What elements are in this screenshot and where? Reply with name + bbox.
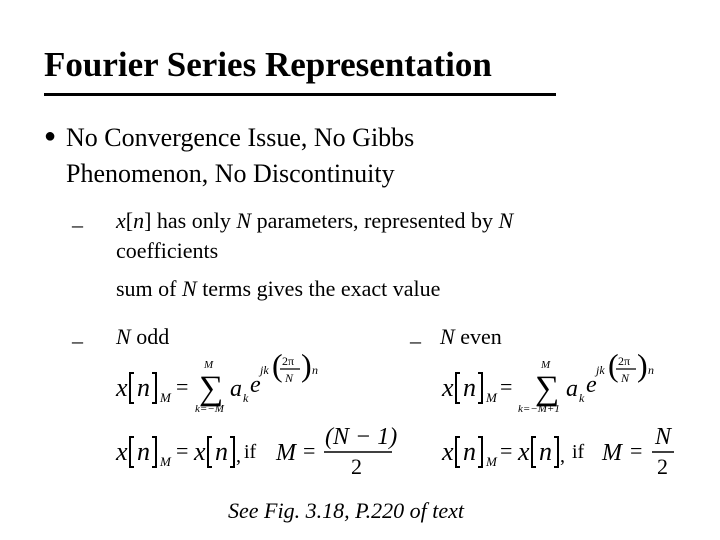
var-a: a <box>566 376 578 402</box>
odd-condition-equation <box>115 424 397 479</box>
exp-paren-close: ) <box>637 347 648 383</box>
var-n: n <box>137 437 150 466</box>
exp-N: N <box>285 371 294 385</box>
text-odd: odd <box>130 324 170 349</box>
text-has-only: has only <box>151 208 237 233</box>
subscript-k: k <box>579 391 585 405</box>
text-parameters: parameters, represented by <box>251 208 499 233</box>
var-N: N <box>182 276 197 301</box>
subscript-k: k <box>243 391 249 405</box>
denominator-2: 2 <box>351 454 362 479</box>
sub-bullet-line-2: coefficients <box>116 238 219 263</box>
exp-two-pi: 2π <box>282 354 295 368</box>
var-e: e <box>250 372 261 398</box>
bullet-line-2: Phenomenon, No Discontinuity <box>66 159 395 188</box>
var-n: n <box>133 208 145 233</box>
var-M: M <box>276 440 296 466</box>
var-a: a <box>230 376 242 402</box>
var-M: M <box>602 440 622 466</box>
even-sum-equation <box>441 347 654 415</box>
exp-N: N <box>621 371 630 385</box>
var-N: N <box>440 324 455 349</box>
var-x: x <box>442 373 454 402</box>
comma: , <box>560 445 565 467</box>
subscript-M: M <box>160 454 171 469</box>
numerator-N: N <box>655 424 672 450</box>
bracket-close <box>152 373 156 403</box>
exp-two-pi: 2π <box>618 354 631 368</box>
exp-jk: jk <box>260 363 269 377</box>
sum-lower-limit: k=−M+1 <box>518 403 560 415</box>
denominator-2: 2 <box>657 454 668 479</box>
bullet-dot-icon: ● <box>44 125 57 147</box>
bracket-close: ] <box>144 208 152 233</box>
text-if: if <box>572 441 585 463</box>
sum-upper-limit: M <box>541 359 551 371</box>
var-x: x <box>116 373 128 402</box>
text-terms: terms gives the exact value <box>196 276 441 301</box>
var-x: x <box>116 208 126 233</box>
bullet-line-1: No Convergence Issue, No Gibbs <box>66 123 415 152</box>
sigma-icon: ∑ <box>199 370 224 407</box>
sum-upper-limit: M <box>204 359 214 371</box>
even-dash: – <box>410 328 421 353</box>
exp-paren-open: ( <box>272 347 283 383</box>
var-x: x <box>194 437 206 466</box>
equals-sign: = <box>500 374 513 399</box>
var-n: n <box>215 437 228 466</box>
exp-paren-open: ( <box>608 347 619 383</box>
exp-n: n <box>648 363 654 377</box>
var-n: n <box>463 437 476 466</box>
slide-title: Fourier Series Representation <box>44 45 492 84</box>
comma: , <box>236 445 241 467</box>
exp-n: n <box>312 363 318 377</box>
var-n: n <box>463 373 476 402</box>
bracket-open <box>130 373 134 403</box>
var-x: x <box>518 437 530 466</box>
figure-reference: See Fig. 3.18, P.220 of text <box>228 498 465 523</box>
equals-sign: = <box>176 438 189 463</box>
exp-paren-close: ) <box>301 347 312 383</box>
odd-sum-equation <box>115 347 318 415</box>
var-n: n <box>539 437 552 466</box>
sub-bullet-dash: – <box>72 212 83 237</box>
numerator-N-minus-1: (N − 1) <box>325 424 398 450</box>
bracket-open: [ <box>125 208 134 233</box>
subscript-M: M <box>486 390 497 405</box>
equals-sign: = <box>176 374 189 399</box>
var-N: N <box>116 324 131 349</box>
subscript-M: M <box>486 454 497 469</box>
var-N: N <box>498 208 514 233</box>
equals-sign: = <box>630 438 643 463</box>
var-x: x <box>116 437 128 466</box>
equals-sign: = <box>303 438 316 463</box>
odd-dash: – <box>72 328 83 353</box>
even-condition-equation <box>441 424 674 479</box>
sum-lower-limit: k=−M <box>195 403 224 415</box>
text-if: if <box>244 441 257 463</box>
text-even: even <box>454 324 502 349</box>
var-n: n <box>137 373 150 402</box>
sigma-icon: ∑ <box>535 370 560 407</box>
subscript-M: M <box>160 390 171 405</box>
var-e: e <box>586 372 597 398</box>
text-sum-of: sum of <box>116 276 182 301</box>
var-x: x <box>442 437 454 466</box>
equals-sign: = <box>500 438 513 463</box>
var-N: N <box>236 208 252 233</box>
exp-jk: jk <box>596 363 605 377</box>
